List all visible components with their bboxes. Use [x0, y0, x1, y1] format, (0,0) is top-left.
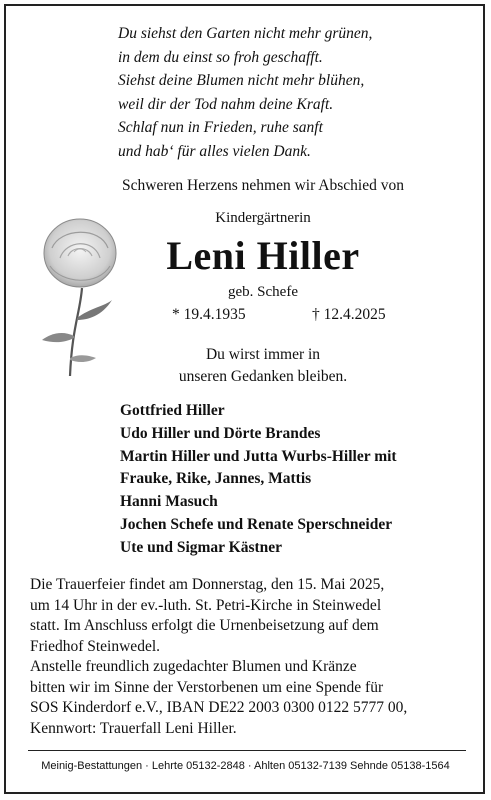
service-line: bitten wir im Sinne der Verstorbenen um eine Spende für	[30, 678, 384, 696]
service-line: Kennwort: Trauerfall Leni Hiller.	[30, 719, 237, 737]
occupation: Kindergärtnerin	[215, 210, 311, 226]
mourner: Hanni Masuch	[120, 493, 218, 511]
poem-line: Du siehst den Garten nicht mehr grünen,	[118, 25, 373, 42]
poem-line: Siehst deine Blumen nicht mehr blühen,	[118, 72, 365, 89]
memory-line: unseren Gedanken bleiben.	[178, 368, 348, 385]
poem	[118, 22, 438, 163]
mourner: Udo Hiller und Dörte Brandes	[120, 424, 321, 442]
service-line: statt. Im Anschluss erfolgt die Urnenbeisetzung auf dem	[30, 617, 379, 634]
service-details	[30, 575, 480, 739]
mourner: Gottfried Hiller	[120, 402, 225, 419]
poem-line: in dem du einst so froh geschafft.	[118, 48, 323, 66]
birth-date: * 19.4.1935	[172, 306, 246, 323]
birth-name: geb. Schefe	[228, 284, 298, 300]
memory-line: Du wirst immer in	[205, 346, 321, 363]
poem-line: und hab‘ für alles vielen Dank.	[118, 142, 311, 160]
mourners-list	[120, 400, 480, 560]
poem-line: weil dir der Tod nahm deine Kraft.	[118, 95, 334, 113]
poem-line: Schlaf nun in Frieden, ruhe sanft	[118, 119, 323, 136]
service-line: Die Trauerfeier findet am Donnerstag, den 15. Mai 2025,	[30, 576, 385, 593]
death-date: † 12.4.2025	[312, 306, 386, 323]
farewell-intro: Schweren Herzens nehmen wir Abschied von	[122, 177, 404, 194]
mourner: Jochen Schefe und Renate Sperschneider	[120, 515, 393, 533]
memory-text	[35, 344, 491, 388]
service-line: SOS Kinderdorf e.V., IBAN DE22 2003 0300 0122 5777 00,	[30, 699, 408, 716]
mourner: Martin Hiller und Jutta Wurbs-Hiller mit	[120, 447, 397, 465]
footer-funeral-home: Meinig-Bestattungen · Lehrte 05132-2848 · Ahlten 05132-7139 Sehnde 05138-1564	[41, 760, 450, 772]
deceased-name: Leni Hiller	[166, 233, 360, 278]
service-line: um 14 Uhr in der ev.-luth. St. Petri-Kirche in Steinwedel	[30, 596, 382, 614]
service-line: Anstelle freundlich zugedachter Blumen und Kränze	[30, 658, 357, 675]
service-line: Friedhof Steinwedel.	[30, 637, 161, 655]
mourner: Ute und Sigmar Kästner	[120, 538, 283, 556]
mourner: Frauke, Rike, Jannes, Mattis	[120, 470, 312, 488]
footer-divider	[28, 750, 466, 751]
